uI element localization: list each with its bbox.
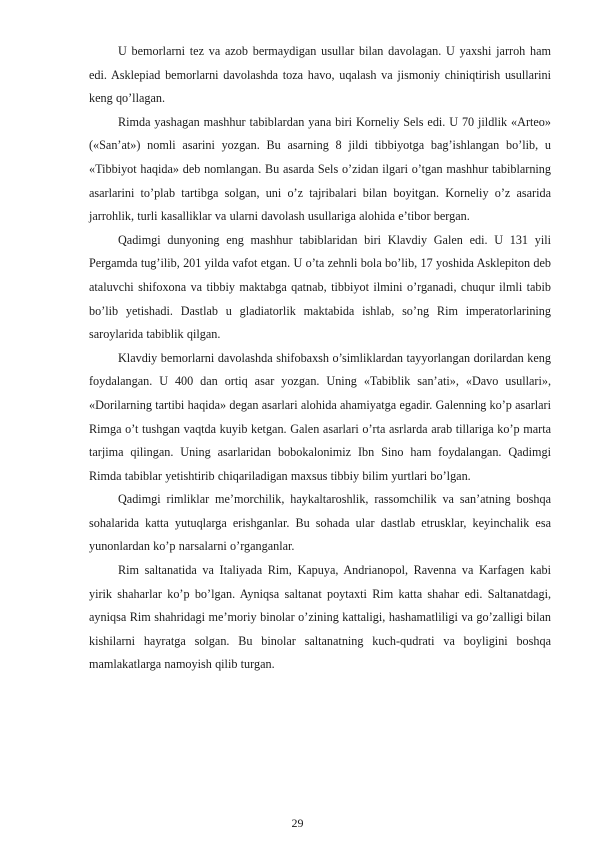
- paragraph-roman-cities: Rim saltanatida va Italiyada Rim, Kapuya, Andrianopol, Ravenna va Karfagen kabi yirik shaharlar ko’p bo’lgan. Ayniqsa saltanat poytaxti Rim katta shahar edi. Saltanatdagi, ayniqsa Rim shahridagi me’moriy binolar o’zining kattaligi, hashamatliligi va go’zalligi bilan kishilarni hayratga solgan. Bu binolar saltanatning kuch-qudrati va boyligini boshqa mamlakatlarga namoyish qilib turgan.: [89, 563, 551, 672]
- paragraph-sels: Rimda yashagan mashhur tabiblardan yana biri Korneliy Sels edi. U 70 jildlik «Arteo» («San’at») nomli asarini yozgan. Bu asarning 8 jildi tibbiyotga bag’ishlangan bo’lib, u «Tibbiyot haqida» deb nomlangan. Bu asarda Sels o’zidan ilgari o’tgan mashhur tabiblarning asarlarini to’plab tartibga solgan, uni o’z tajribalari bilan boyitgan. Korneliy o’z asarida jarrohlik, turli kasalliklar va ularni davolash usullariga alohida e’tibor bergan.: [89, 114, 551, 224]
- paragraph-roman-arts: Qadimgi rimliklar me’morchilik, haykaltaroshlik, rassomchilik va san’atning boshqa sohalarida katta yutuqlarga erishganlar. Bu sohada ular dastlab etrusklar, keyinchalik esa yunonlardan ko’p narsalarni o’rganganlar.: [89, 492, 551, 554]
- page-number: 29: [291, 816, 304, 830]
- paragraph-galen-works: Klavdiy bemorlarni davolashda shifobaxsh o’simliklardan tayyorlangan dorilardan keng foydalangan. U 400 dan ortiq asar yozgan. Uning «Tabiblik san’ati», «Davo usullari», «Dorilarning tartibi haqida» degan asarlari alohida ahamiyatga egadir. Galenning ko’p asarlari Rimga o’t tushgan vaqtda kuyib ketgan. Galen asarlari o’rta asrlarda arab tillariga ko’p marta tarjima qilingan. Uning asarlaridan bobokalonimiz Ibn Sino ham foydalangan. Qadimgi Rimda tabiblar yetishtirib chiqariladigan maxsus tibbiy bilim yurtlari bo’lgan.: [89, 350, 551, 483]
- paragraph-asklepiad: U bemorlarni tez va azob bermaydigan usullar bilan davolagan. U yaxshi jarroh ham edi. Asklepiad bemorlarni davolashda toza havo, uqalash va jismoniy chiniqtirish usullarini keng qo’llagan.: [89, 44, 551, 106]
- paragraph-galen-biography: Qadimgi dunyoning eng mashhur tabiblaridan biri Klavdiy Galen edi. U 131 yili Pergamda tug’ilib, 201 yilda vafot etgan. U o’ta zehnli bola bo’lib, 17 yoshida Asklepiton deb ataluvchi shifoxona va tibbiy maktabga qatnab, tibbiyot ilmini o’rganadi, chuqur ilmli tabib bo’lib yetishadi. Dastlab u gladiatorlik maktabida ishlab, so’ng Rim imperatorlarining saroylarida tabiblik qilgan.: [89, 232, 551, 342]
- page-body: [89, 40, 551, 677]
